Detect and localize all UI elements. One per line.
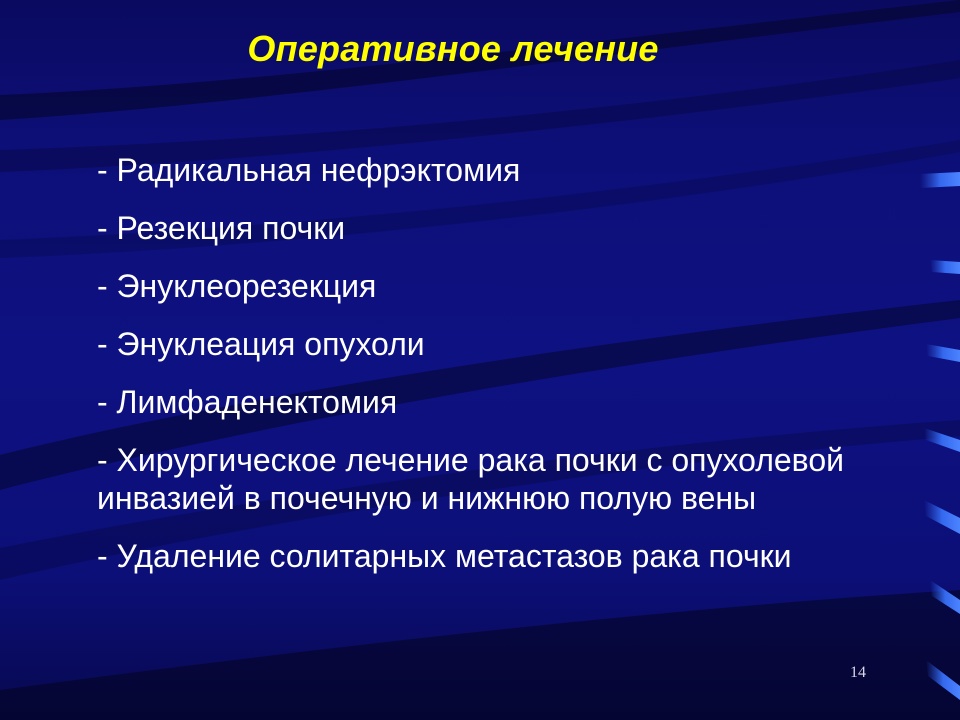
list-item: - Радикальная нефрэктомия <box>97 152 521 188</box>
accent-stripe <box>930 260 960 274</box>
list-item: - Энуклеация опухоли <box>97 326 425 362</box>
accent-stripe <box>924 500 960 534</box>
list-item: - Резекция почки <box>97 210 346 246</box>
list-item: - Удаление солитарных метастазов рака почки <box>97 538 792 574</box>
slide-number: 14 <box>850 664 866 681</box>
list-item: - Энуклеорезекция <box>97 268 377 304</box>
treatment-list <box>97 151 897 595</box>
list-item: - Лимфаденектомия <box>97 384 398 420</box>
list-item: - Хирургическое лечение рака почки с опухолевой инвазией в почечную и нижнюю полую вены <box>97 442 844 516</box>
accent-stripe <box>926 344 960 362</box>
slide-title: Оперативное лечение <box>247 28 659 69</box>
accent-stripe <box>920 172 960 188</box>
